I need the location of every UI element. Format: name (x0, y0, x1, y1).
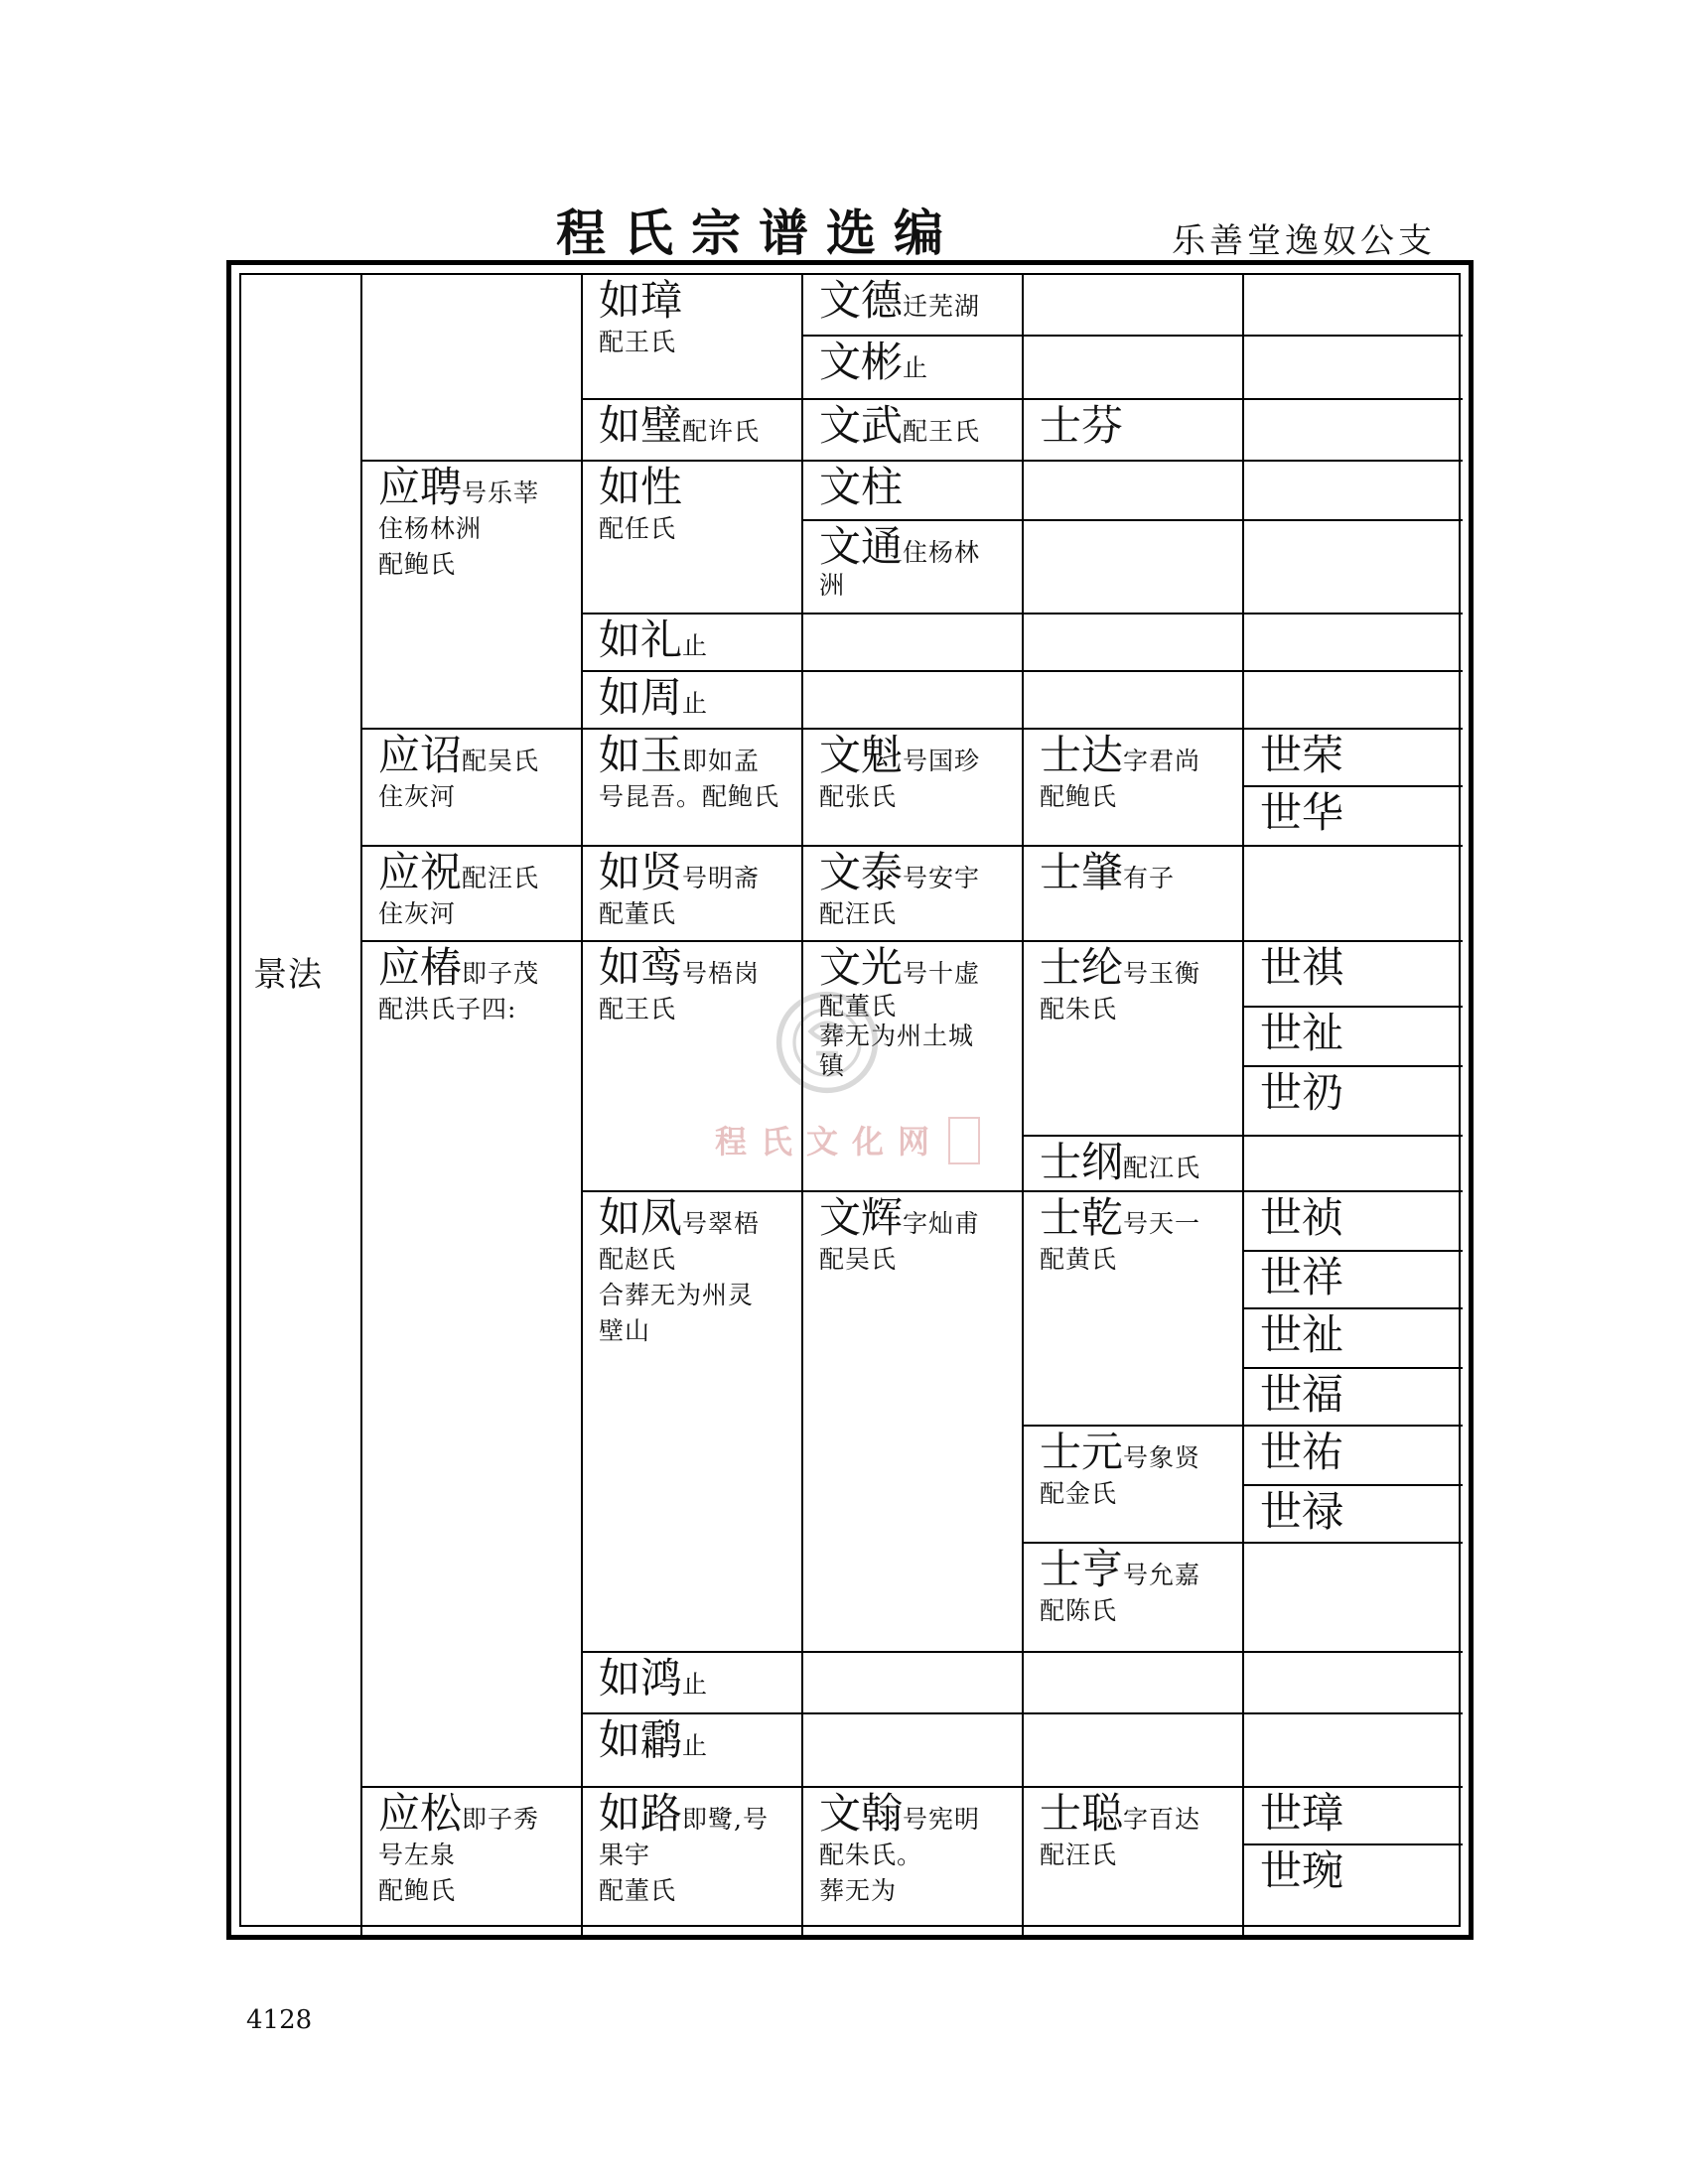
person-cell (1242, 1786, 1463, 1843)
person-note: 字百达 (1123, 1805, 1201, 1834)
person-cell (360, 940, 581, 1786)
person-note: 有子 (1123, 864, 1176, 892)
person-detail: 配洪氏子四: (378, 995, 517, 1024)
person-note: 止 (682, 1670, 709, 1699)
empty-cell (1242, 670, 1463, 728)
person-note: 即如孟 (682, 747, 761, 775)
person-cell (1022, 1135, 1242, 1190)
person-note: 号天一 (1123, 1209, 1201, 1238)
person-note: 配许氏 (682, 417, 761, 446)
person-note: 配王氏 (903, 417, 981, 446)
person-detail: 住杨林洲 (378, 514, 483, 543)
empty-cell (1242, 1135, 1463, 1190)
person-name: 士元 (1040, 1428, 1124, 1476)
person-cell (1242, 1190, 1463, 1250)
person-cell (1022, 1786, 1242, 1935)
person-detail: 配黄氏 (1040, 1245, 1118, 1274)
person-cell (581, 398, 801, 460)
person-detail: 住灰河 (378, 899, 457, 928)
person-name: 如鸿 (599, 1654, 683, 1703)
person-name: 文柱 (819, 463, 904, 511)
person-detail: 洲 (819, 571, 846, 600)
person-cell (801, 398, 1022, 460)
empty-cell (1242, 845, 1463, 940)
empty-cell (1242, 613, 1463, 670)
person-note: 止 (903, 353, 929, 382)
person-detail: 配张氏 (819, 782, 898, 811)
person-note: 号翠梧 (682, 1209, 761, 1238)
person-name: 世祯 (1260, 1193, 1344, 1242)
person-cell (1242, 785, 1463, 845)
person-cell (801, 728, 1022, 845)
person-detail: 葬无为州土城 (819, 1022, 975, 1050)
person-cell (801, 1190, 1022, 1651)
person-name: 如性 (599, 463, 683, 511)
person-note: 即子茂 (462, 959, 540, 988)
person-name: 世荣 (1260, 731, 1344, 779)
person-cell (1242, 1367, 1463, 1425)
watermark-stamp-icon (948, 1117, 980, 1164)
empty-cell (1242, 519, 1463, 613)
person-name: 世礽 (1260, 1068, 1344, 1117)
person-note: 止 (682, 689, 709, 718)
person-note: 号明斋 (682, 864, 761, 892)
person-note: 号安宇 (903, 864, 981, 892)
empty-cell (1242, 1542, 1463, 1651)
person-cell (360, 845, 581, 940)
genealogy-table-inner (239, 273, 1461, 1927)
person-cell (801, 335, 1022, 398)
empty-cell (1242, 398, 1463, 460)
person-name: 世祥 (1260, 1253, 1344, 1301)
person-cell (581, 1786, 801, 1935)
person-cell (1022, 1425, 1242, 1542)
person-name: 如贤 (599, 848, 683, 896)
person-name: 文翰 (819, 1789, 904, 1838)
generation-2-empty-cell (360, 275, 581, 460)
person-note: 号国珍 (903, 747, 981, 775)
person-note: 配江氏 (1123, 1154, 1201, 1182)
person-cell (581, 275, 801, 398)
person-cell (1022, 1542, 1242, 1651)
person-note: 号玉衡 (1123, 959, 1201, 988)
watermark-seal-icon (773, 988, 882, 1097)
page-title: 程氏宗谱选编 (556, 205, 961, 262)
person-detail: 配董氏 (599, 1876, 677, 1905)
person-note: 号十虚 (903, 959, 981, 988)
empty-cell (1022, 670, 1242, 728)
person-cell (581, 728, 801, 845)
person-name: 如璋 (599, 276, 683, 325)
person-detail: 壁山 (599, 1316, 651, 1345)
person-cell (1022, 845, 1242, 940)
person-note: 止 (682, 631, 709, 660)
person-detail: 配汪氏 (819, 899, 898, 928)
person-cell (581, 460, 801, 613)
person-cell (360, 460, 581, 728)
person-note: 止 (682, 1731, 709, 1760)
person-cell (801, 275, 1022, 335)
empty-cell (1022, 1651, 1242, 1712)
person-cell (1022, 398, 1242, 460)
person-name: 如鹴 (599, 1715, 683, 1764)
person-name: 文光 (819, 943, 904, 992)
person-detail: 配汪氏 (1040, 1841, 1118, 1869)
person-cell (801, 519, 1022, 613)
empty-cell (1242, 460, 1463, 519)
empty-cell (1022, 335, 1242, 398)
person-name: 应松 (378, 1789, 463, 1838)
person-cell (1022, 728, 1242, 845)
person-detail: 配金氏 (1040, 1479, 1118, 1508)
person-detail: 配董氏 (819, 992, 898, 1021)
person-cell (581, 1651, 801, 1712)
person-cell (1242, 1484, 1463, 1542)
person-name: 世祐 (1260, 1428, 1344, 1476)
person-cell (581, 670, 801, 728)
person-name: 士乾 (1040, 1193, 1124, 1242)
person-name: 士亨 (1040, 1545, 1124, 1593)
person-name: 景法 (253, 955, 323, 995)
empty-cell (1022, 519, 1242, 613)
person-note: 号允嘉 (1123, 1561, 1201, 1589)
person-cell (1242, 1250, 1463, 1307)
person-detail: 配陈氏 (1040, 1596, 1118, 1625)
person-name: 士达 (1040, 731, 1124, 779)
person-name: 应祝 (378, 848, 463, 896)
person-name: 世祉 (1260, 1009, 1344, 1057)
person-detail: 配赵氏 (599, 1245, 677, 1274)
person-cell (1242, 1006, 1463, 1065)
person-detail: 配鲍氏 (1040, 782, 1118, 811)
person-detail: 配鲍氏 (378, 550, 457, 579)
person-note: 住杨林 (903, 538, 981, 567)
person-detail: 镇 (819, 1051, 846, 1080)
person-note: 配汪氏 (462, 864, 540, 892)
person-cell (801, 1786, 1022, 1935)
person-note: 号象贤 (1123, 1443, 1201, 1472)
person-name: 世禄 (1260, 1487, 1344, 1536)
person-cell (360, 728, 581, 845)
person-name: 士纶 (1040, 943, 1124, 992)
empty-cell (801, 1651, 1022, 1712)
person-cell (581, 845, 801, 940)
empty-cell (1022, 1712, 1242, 1786)
person-cell (1242, 940, 1463, 1006)
person-cell (360, 1786, 581, 1935)
person-detail: 号昆吾。配鲍氏 (599, 782, 780, 811)
person-cell (1242, 1307, 1463, 1367)
person-name: 士聪 (1040, 1789, 1124, 1838)
person-note: 即子秀 (462, 1805, 540, 1834)
empty-cell (1242, 1651, 1463, 1712)
empty-cell (1022, 613, 1242, 670)
person-cell (801, 460, 1022, 519)
person-detail: 配鲍氏 (378, 1876, 457, 1905)
person-note: 即鹭,号 (682, 1805, 769, 1834)
person-name: 士纲 (1040, 1138, 1124, 1186)
person-detail: 号左泉 (378, 1841, 457, 1869)
person-name: 如璧 (599, 401, 683, 450)
person-name: 世福 (1260, 1370, 1344, 1419)
person-detail: 合葬无为州灵 (599, 1281, 755, 1309)
person-name: 世华 (1260, 788, 1344, 837)
person-cell (1242, 1425, 1463, 1484)
person-note: 字君尚 (1123, 747, 1201, 775)
person-cell (1022, 940, 1242, 1135)
person-detail: 果宇 (599, 1841, 651, 1869)
person-cell (581, 1712, 801, 1786)
person-detail: 配朱氏 (1040, 995, 1118, 1024)
person-note: 号梧岗 (682, 959, 761, 988)
person-name: 世璋 (1260, 1789, 1344, 1838)
person-name: 世祺 (1260, 943, 1344, 992)
watermark-text: 程氏文化网 (715, 1123, 944, 1160)
person-name: 文泰 (819, 848, 904, 896)
empty-cell (1242, 335, 1463, 398)
person-detail: 配吴氏 (819, 1245, 898, 1274)
person-name: 世祉 (1260, 1310, 1344, 1359)
empty-cell (1022, 275, 1242, 335)
person-cell (1022, 1190, 1242, 1425)
person-name: 应聘 (378, 463, 463, 511)
person-detail: 配朱氏。 (819, 1841, 923, 1869)
person-cell (1242, 1065, 1463, 1135)
branch-subtitle: 乐善堂逸奴公支 (1172, 221, 1436, 261)
person-cell (1242, 728, 1463, 785)
person-name: 文魁 (819, 731, 904, 779)
person-note: 迁芜湖 (903, 292, 981, 321)
empty-cell (801, 670, 1022, 728)
person-detail: 葬无为 (819, 1876, 898, 1905)
person-detail: 配王氏 (599, 995, 677, 1024)
person-name: 文辉 (819, 1193, 904, 1242)
person-note: 字灿甫 (903, 1209, 981, 1238)
person-name: 如路 (599, 1789, 683, 1838)
person-name: 士芬 (1040, 401, 1124, 450)
person-cell (581, 1190, 801, 1651)
empty-cell (801, 613, 1022, 670)
person-name: 文德 (819, 276, 904, 325)
person-note: 号乐莘 (462, 478, 540, 507)
page-number: 4128 (246, 2005, 313, 2035)
person-cell (801, 845, 1022, 940)
person-note: 配吴氏 (462, 747, 540, 775)
generation-1-cell (241, 275, 360, 1935)
empty-cell (1022, 460, 1242, 519)
person-detail: 配任氏 (599, 514, 677, 543)
person-name: 文武 (819, 401, 904, 450)
person-name: 如礼 (599, 615, 683, 664)
person-detail: 配王氏 (599, 328, 677, 356)
person-name: 如鸾 (599, 943, 683, 992)
person-cell (1242, 1843, 1463, 1935)
empty-cell (1242, 275, 1463, 335)
genealogy-table (226, 260, 1474, 1940)
empty-cell (801, 1712, 1022, 1786)
person-name: 应椿 (378, 943, 463, 992)
person-name: 文通 (819, 522, 904, 571)
person-cell (581, 613, 801, 670)
person-name: 世琬 (1260, 1846, 1344, 1895)
person-name: 如周 (599, 673, 683, 722)
person-name: 应诏 (378, 731, 463, 779)
person-name: 士肇 (1040, 848, 1124, 896)
person-name: 如玉 (599, 731, 683, 779)
person-name: 如凤 (599, 1193, 683, 1242)
person-name: 文彬 (819, 338, 904, 386)
person-detail: 住灰河 (378, 782, 457, 811)
person-detail: 配董氏 (599, 899, 677, 928)
empty-cell (1242, 1712, 1463, 1786)
person-note: 号宪明 (903, 1805, 981, 1834)
